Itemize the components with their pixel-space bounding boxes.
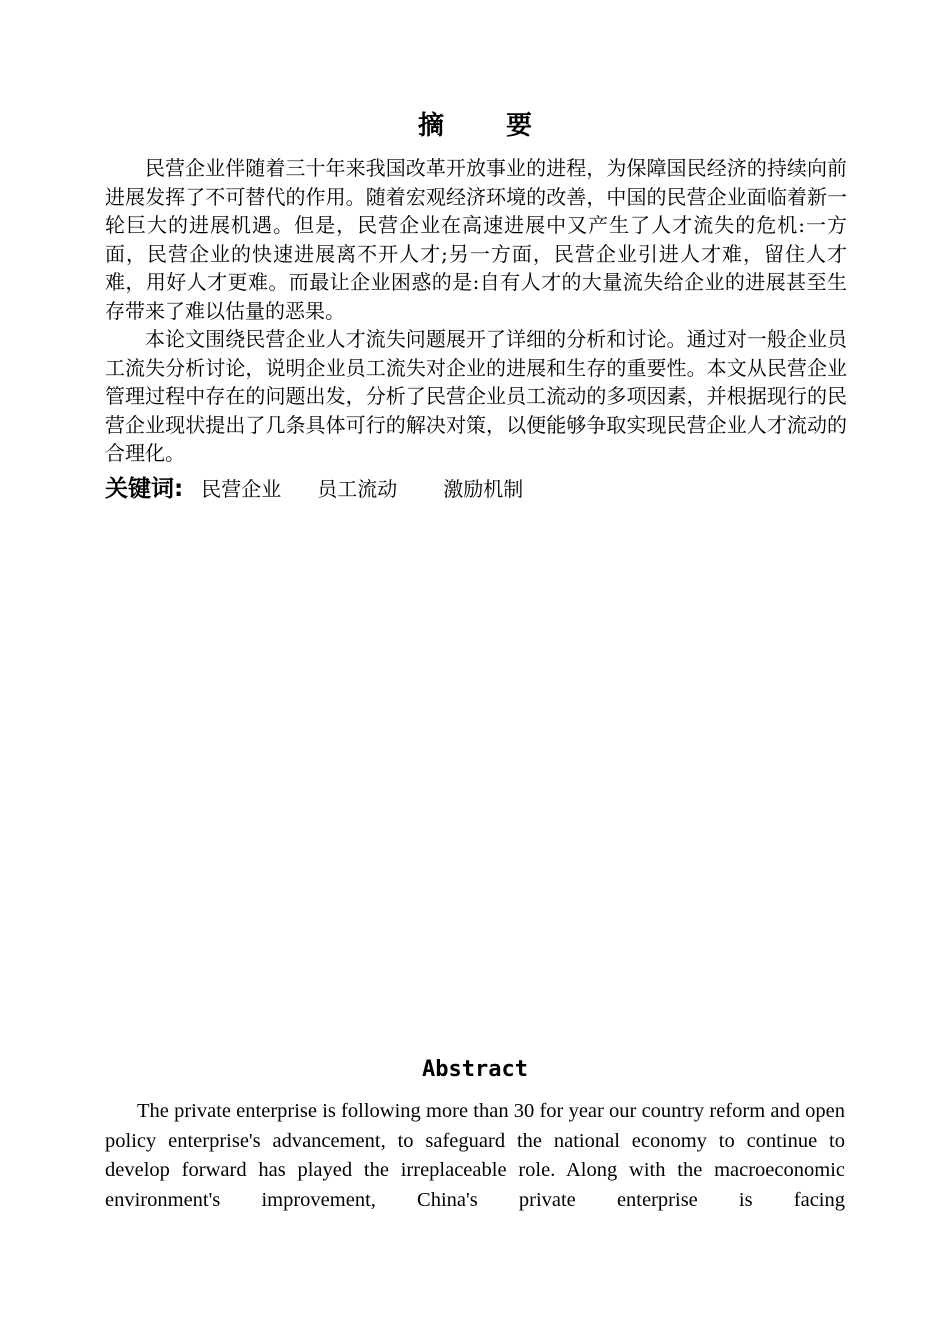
chinese-abstract-paragraph: 本论文围绕民营企业人才流失问题展开了详细的分析和讨论。通过对一般企业员工流失分析讨论，说明企业员工流失对企业的进展和生存的重要性。本文从民营企业管理过程中存在的问题出发，分析了民营企业员工流动的多项因素，并根据现行的民营企业现状提出了几条具体可行的解决对策，以便能够争取实现民营企业人才流动的合理化。: [105, 327, 847, 465]
chinese-abstract-title: 摘 要: [417, 111, 550, 141]
chinese-abstract-paragraph-1-block: [105, 154, 847, 325]
keyword-item: 民营企业: [201, 477, 282, 501]
english-abstract-title: Abstract: [422, 1057, 528, 1082]
chinese-abstract-paragraph: 民营企业伴随着三十年来我国改革开放事业的进程，为保障国民经济的持续向前进展发挥了不可替代的作用。随着宏观经济环境的改善，中国的民营企业面临着新一轮巨大的进展机遇。但是，民营企业在高速进展中又产生了人才流失的危机:一方面，民营企业的快速进展离不开人才;另一方面，民营企业引进人才难，留住人才难，用好人才更难。而最让企业困惑的是:自有人才的大量流失给企业的进展甚至生存带来了难以估量的恶果。: [105, 156, 847, 323]
english-abstract-paragraph: The private enterprise is following more than 30 for year our country reform and open policy enterprise's advancement, to safeguard the national economy to continue to develop forward has played the irreplaceable role. Along with the macroeconomic environment's improvement, China's private enterprise is facing: [105, 1100, 845, 1211]
english-abstract-body: [105, 1097, 845, 1215]
keywords-line: [105, 470, 847, 502]
chinese-abstract-paragraph-2-block: [105, 325, 847, 468]
keyword-item: 激励机制: [443, 477, 524, 501]
keywords-label: 关键词:: [105, 476, 184, 502]
keyword-item: 员工流动: [317, 477, 398, 501]
